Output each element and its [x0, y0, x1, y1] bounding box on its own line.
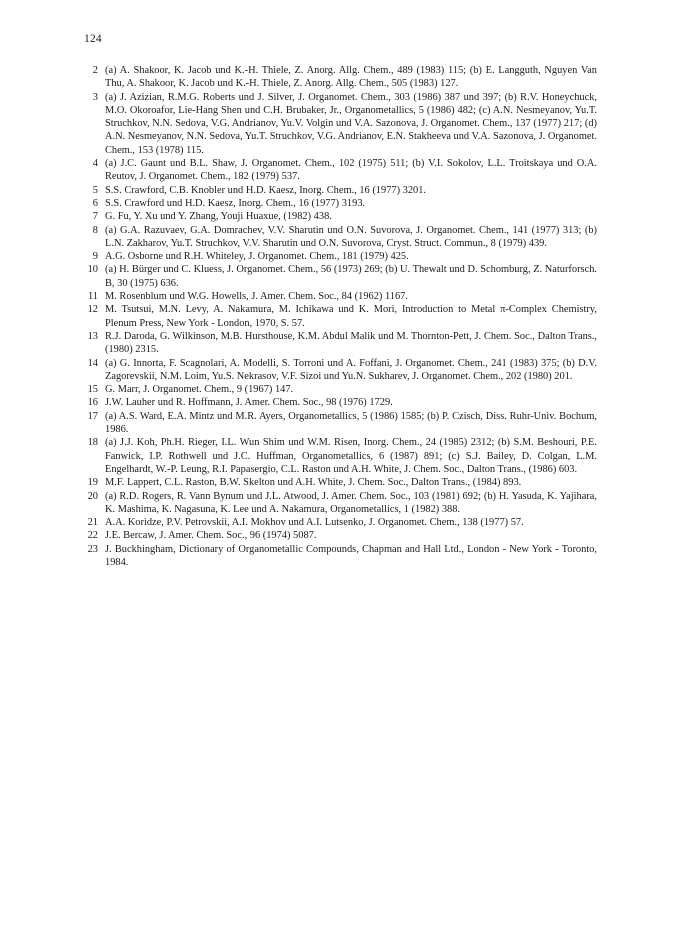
reference-item — [87, 396, 597, 409]
reference-number: 3 — [92, 91, 98, 103]
reference-number: 10 — [87, 264, 98, 276]
reference-text: (a) R.D. Rogers, R. Vann Bynum und J.L. Atwood, J. Amer. Chem. Soc., 103 (1981) 692; (b) H. Yasuda, K. Yajihara, K. Mashima, K. Nagasuna, K. Lee und A. Nakamura, Organometallics, 1 (1982) 388. — [105, 490, 597, 515]
reference-item — [87, 476, 597, 489]
reference-text: (a) A.S. Ward, E.A. Mintz und M.R. Ayers, Organometallics, 5 (1986) 1585; (b) P. Czisch, Diss. Ruhr-Univ. Bochum, 1986. — [105, 410, 597, 436]
reference-item — [87, 250, 597, 263]
reference-number: 17 — [87, 410, 98, 422]
reference-text: (a) J. Azizian, R.M.G. Roberts und J. Silver, J. Organomet. Chem., 303 (1986) 387 und 397; (b) R.V. Honeychuck, M.O. Okoroafor, Lie-Hang Shen und C.H. Brubaker, Jr., Organometallics, 5 (1986) 482; (c) A.N. Nesmeyanov, Yu.T. Struchkov, N.N. Sedova, V.G. Andrianov, Yu.V. Volgin und V.A. Sazonova, J. Organomet. Chem., 137 (1977) 217; (d) A.N. Nesmeyanov, N.N. Sedova, Yu.T. Struchkov, V.G. Andrianov, E.N. Stakheeva und V.A. Sazonova, J. Organomet. Chem., 153 (1978) 115. — [105, 91, 597, 156]
reference-number: 19 — [87, 477, 98, 489]
reference-text: (a) H. Bürger und C. Kluess, J. Organomet. Chem., 56 (1973) 269; (b) U. Thewalt und D. Schomburg, Z. Naturforsch. B, 30 (1975) 636. — [105, 264, 597, 289]
reference-number: 4 — [92, 158, 98, 170]
reference-item — [87, 224, 597, 251]
reference-item — [87, 197, 597, 210]
reference-text: S.S. Crawford, C.B. Knobler und H.D. Kaesz, Inorg. Chem., 16 (1977) 3201. — [105, 184, 427, 196]
reference-number: 7 — [92, 211, 98, 223]
reference-number: 22 — [87, 530, 98, 542]
reference-item — [87, 529, 597, 542]
reference-item — [87, 436, 597, 476]
reference-number: 5 — [92, 184, 98, 196]
reference-item — [87, 490, 597, 517]
reference-number: 2 — [92, 65, 98, 76]
reference-text: (a) J.C. Gaunt und B.L. Shaw, J. Organomet. Chem., 102 (1975) 511; (b) V.I. Sokolov, L.L. Troitskaya und O.A. Reutov, J. Organomet. Chem., 182 (1979) 537. — [105, 158, 597, 183]
reference-number: 9 — [92, 251, 98, 263]
reference-text: J. Buckhingham, Dictionary of Organometallic Compounds, Chapman and Hall Ltd., London - New York - Toronto, 1984. — [105, 543, 597, 568]
reference-item — [87, 357, 597, 384]
page-number: 124 — [84, 33, 102, 45]
reference-number: 15 — [87, 384, 98, 396]
reference-text: S.S. Crawford und H.D. Kaesz, Inorg. Chem., 16 (1977) 3193. — [105, 197, 366, 209]
reference-text: (a) A. Shakoor, K. Jacob und K.-H. Thiele, Z. Anorg. Allg. Chem., 489 (1983) 115; (b) E. Langguth, Nguyen Van Thu, A. Shakoor, K. Jacob und K.-H. Thiele, Z. Anorg. Allg. Chem., 505 (1983) 127. — [105, 65, 597, 90]
reference-number: 18 — [87, 437, 98, 449]
reference-text: A.A. Koridze, P.V. Petrovskii, A.I. Mokhov und A.I. Lutsenko, J. Organomet. Chem., 138 (1977) 57. — [105, 517, 524, 529]
reference-number: 14 — [87, 357, 98, 369]
reference-item — [87, 290, 597, 303]
reference-number: 8 — [92, 224, 98, 236]
reference-text: J.E. Bercaw, J. Amer. Chem. Soc., 96 (1974) 5087. — [105, 530, 317, 542]
reference-item — [87, 91, 597, 157]
reference-number: 6 — [92, 197, 98, 209]
reference-item — [87, 410, 597, 437]
reference-text: G. Marr, J. Organomet. Chem., 9 (1967) 147. — [105, 384, 294, 396]
reference-text: R.J. Daroda, G. Wilkinson, M.B. Hursthouse, K.M. Abdul Malik und M. Thornton-Pett, J. Chem. Soc., Dalton Trans., (1980) 2315. — [105, 330, 597, 356]
reference-item — [87, 157, 597, 184]
reference-item — [87, 383, 597, 396]
reference-text: J.W. Lauher und R. Hoffmann, J. Amer. Chem. Soc., 98 (1976) 1729. — [105, 397, 393, 409]
reference-text: G. Fu, Y. Xu und Y. Zhang, Youji Huaxue, (1982) 438. — [105, 211, 332, 223]
reference-item — [87, 543, 597, 570]
reference-item — [87, 210, 597, 223]
reference-item — [87, 184, 597, 197]
reference-text: A.G. Osborne und R.H. Whiteley, J. Organomet. Chem., 181 (1979) 425. — [105, 251, 409, 263]
reference-number: 21 — [87, 517, 98, 529]
reference-text: M. Tsutsui, M.N. Levy, A. Nakamura, M. Ichikawa und K. Mori, Introduction to Metal π-Complex Chemistry, Plenum Press, New York - London, 1970, S. 57. — [105, 304, 597, 329]
reference-list — [87, 64, 597, 569]
reference-item — [87, 330, 597, 357]
reference-number: 13 — [87, 330, 98, 342]
reference-text: (a) G. Innorta, F. Scagnolari, A. Modelli, S. Torroni und A. Foffani, J. Organomet. Chem., 241 (1983) 375; (b) D.V. Zagorevskii, N.M. Loim, Yu.S. Nekrasov, V.F. Sizoi und Yu.N. Sukharev, J. Organomet. Chem., 202 (1980) 201. — [105, 357, 597, 382]
reference-item — [87, 516, 597, 529]
reference-number: 12 — [87, 304, 98, 316]
reference-item — [87, 263, 597, 290]
reference-item — [87, 64, 597, 91]
reference-number: 11 — [87, 291, 98, 303]
reference-text: (a) G.A. Razuvaev, G.A. Domrachev, V.V. Sharutin und O.N. Suvorova, J. Organomet. Chem., 141 (1977) 313; (b) L.N. Zakharov, Yu.T. Struchkov, V.V. Sharutin und O.N. Suvorova, Cryst. Struct. Commun., 8 (1979) 439. — [105, 224, 597, 249]
reference-number: 23 — [87, 543, 98, 555]
reference-text: (a) J.J. Koh, Ph.H. Rieger, I.L. Wun Shim und W.M. Risen, Inorg. Chem., 24 (1985) 2312; (b) S.M. Beshouri, P.E. Fanwick, I.P. Rothwell und J.C. Huffman, Organometallics, 6 (1987) 891; (c) S.J. Bailey, D. Colgan, L.M. Engelhardt, W.-P. Leung, R.I. Papasergio, C.L. Raston und A.H. White, J. Chem. Soc., Dalton Trans., (1986) 603. — [105, 437, 597, 475]
reference-number: 16 — [87, 397, 98, 409]
reference-text: M.F. Lappert, C.L. Raston, B.W. Skelton und A.H. White, J. Chem. Soc., Dalton Trans., (1984) 893. — [105, 477, 522, 489]
reference-item — [87, 303, 597, 330]
reference-text: M. Rosenblum und W.G. Howells, J. Amer. Chem. Soc., 84 (1962) 1167. — [105, 291, 408, 303]
reference-number: 20 — [87, 490, 98, 502]
